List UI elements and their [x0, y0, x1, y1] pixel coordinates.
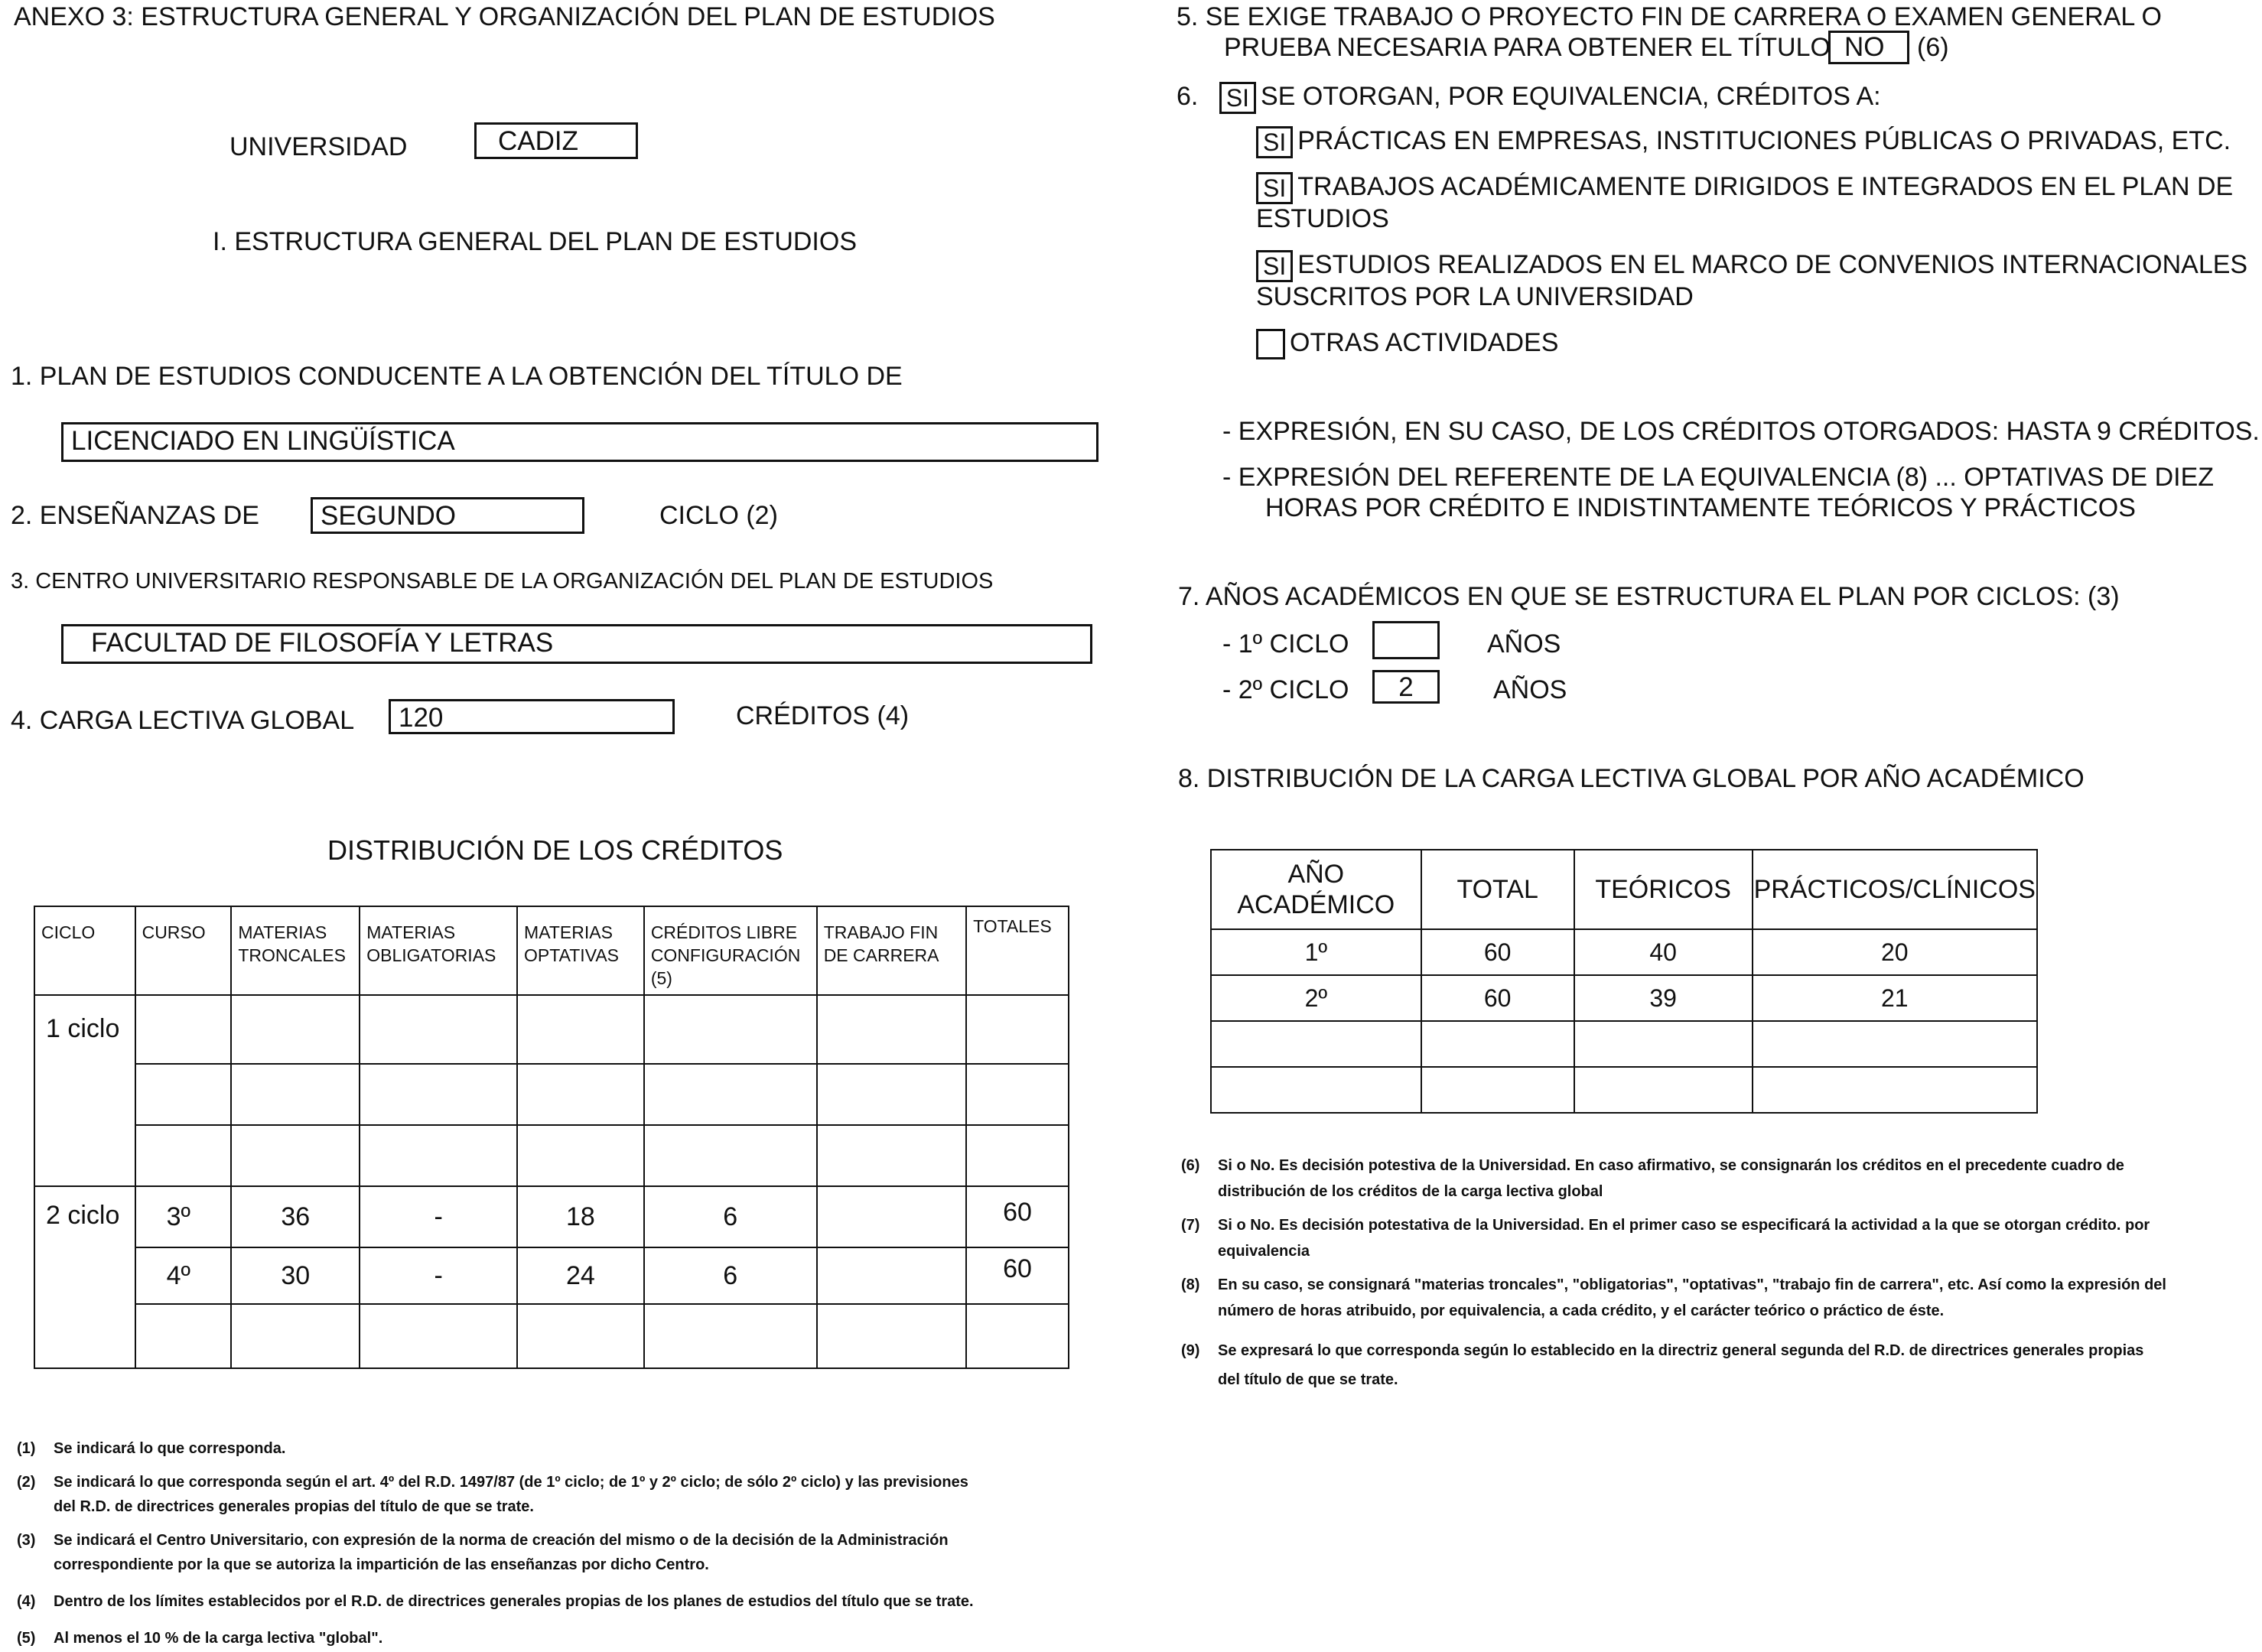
q2-field: SEGUNDO [311, 497, 584, 534]
q7-ciclo1-field [1372, 621, 1440, 659]
q2-label: 2. ENSEÑANZAS DE [11, 501, 259, 530]
q7-ciclo2-field: 2 [1372, 670, 1440, 704]
table-row [34, 1247, 1069, 1304]
cell: 18 [517, 1186, 644, 1247]
cell: 4º [135, 1247, 232, 1304]
table-row [34, 1186, 1069, 1247]
footnote-4: (4) Dentro de los límites establecidos por el R.D. de directrices generales propias de los planes de estudios del título que se trate. [17, 1593, 974, 1610]
q3-label: 3. CENTRO UNIVERSITARIO RESPONSABLE DE LA ORGANIZACIÓN DEL PLAN DE ESTUDIOS [11, 569, 994, 593]
cell: 24 [517, 1247, 644, 1304]
q5-field: NO [1828, 31, 1909, 64]
ciclo1-label: 1 ciclo [34, 995, 135, 1186]
q1-label: 1. PLAN DE ESTUDIOS CONDUCENTE A LA OBTENCIÓN DEL TÍTULO DE [11, 362, 903, 391]
col-trabajo-fin: TRABAJO FIN DE CARRERA [817, 906, 966, 995]
q6-item-practicas: SI PRÁCTICAS EN EMPRESAS, INSTITUCIONES PÚBLICAS O PRIVADAS, ETC. [1256, 125, 2231, 158]
cell: 3º [135, 1186, 232, 1247]
dist-title: DISTRIBUCIÓN DE LOS CRÉDITOS [327, 834, 783, 866]
q6-item-convenios: SI ESTUDIOS REALIZADOS EN EL MARCO DE CONVENIOS INTERNACIONALES [1256, 249, 2247, 282]
q7-ciclo2-label: - 2º CICLO [1222, 675, 1349, 704]
q6-row [1177, 81, 1881, 114]
q6-field: SI [1219, 82, 1256, 114]
col-practicos: PRÁCTICOS/CLÍNICOS [1753, 850, 2037, 929]
cell: - [360, 1247, 517, 1304]
q6-item-field [1256, 329, 1285, 359]
footnote-3: (3) Se indicará el Centro Universitario, con expresión de la norma de creación del mismo o de la decisión de la Administración correspondiente por la que se autoriza la impartición de las enseñanzas por dicho Centro. [17, 1532, 949, 1573]
q4-suffix: CRÉDITOS (4) [736, 701, 910, 730]
ciclo2-label: 2 ciclo [34, 1186, 135, 1368]
q1-title-field: LICENCIADO EN LINGÜÍSTICA [61, 422, 1098, 462]
universidad-field: CADIZ [474, 122, 638, 159]
cell: - [360, 1186, 517, 1247]
col-teoricos: TEÓRICOS [1574, 850, 1753, 929]
q7-ciclo2-anos: AÑOS [1493, 675, 1567, 704]
cell: 60 [1421, 929, 1574, 975]
q6-item-field: SI [1256, 250, 1293, 282]
q6-item-otras: OTRAS ACTIVIDADES [1256, 327, 1558, 359]
annex-title: ANEXO 3: ESTRUCTURA GENERAL Y ORGANIZACIÓN DEL PLAN DE ESTUDIOS [14, 2, 995, 31]
col-troncales: MATERIAS TRONCALES [231, 906, 360, 995]
q6-expresion-referente: - EXPRESIÓN DEL REFERENTE DE LA EQUIVALENCIA (8) ... OPTATIVAS DE DIEZ [1222, 463, 2215, 492]
footnote-7: (7) Si o No. Es decisión potestativa de la Universidad. En el primer caso se especificará la actividad a la que se otorgan crédito. por equivalencia [1181, 1217, 2150, 1260]
col-optativas: MATERIAS OPTATIVAS [517, 906, 644, 995]
cell: 6 [644, 1247, 817, 1304]
footnote-8: (8) En su caso, se consignará "materias troncales", "obligatorias", "optativas", "trabajo fin de carrera", etc. Así como la expresión del número de horas atribuido, por equivalencia, a cada crédito, y el carácter teórico o práctico de éste. [1181, 1276, 2166, 1319]
q8-label: 8. DISTRIBUCIÓN DE LA CARGA LECTIVA GLOBAL POR AÑO ACADÉMICO [1178, 764, 2085, 793]
footnote-9: (9) Se expresará lo que corresponda según lo establecido en la directriz general segunda del R.D. de directrices generales propias del título de que se trate. [1181, 1342, 2144, 1388]
cell: 1º [1211, 929, 1421, 975]
credit-distribution-table [34, 906, 1069, 1369]
q5-suffix: (6) [1917, 33, 1949, 62]
cell: 2º [1211, 975, 1421, 1021]
cell: 21 [1753, 975, 2037, 1021]
cell: 60 [1421, 975, 1574, 1021]
cell: 60 [966, 1186, 1069, 1247]
footnote-2: (2) Se indicará lo que corresponda según el art. 4º del R.D. 1497/87 (de 1º ciclo; de 1º y 2º ciclo; de sólo 2º ciclo) y las previsiones del R.D. de directrices generales propias del título de que se trate. [17, 1474, 968, 1515]
col-curso: CURSO [135, 906, 232, 995]
q7-ciclo1-anos: AÑOS [1487, 629, 1561, 659]
q6-text: SE OTORGAN, POR EQUIVALENCIA, CRÉDITOS A: [1261, 82, 1881, 111]
q6-expresion-creditos: - EXPRESIÓN, EN SU CASO, DE LOS CRÉDITOS OTORGADOS: HASTA 9 CRÉDITOS. [1222, 417, 2260, 446]
col-libre-configuracion: CRÉDITOS LIBRE CONFIGURACIÓN (5) [644, 906, 817, 995]
cell: 40 [1574, 929, 1753, 975]
q7-label: 7. AÑOS ACADÉMICOS EN QUE SE ESTRUCTURA EL PLAN POR CICLOS: (3) [1178, 582, 2120, 611]
cell: 30 [231, 1247, 360, 1304]
q4-field: 120 [389, 699, 675, 734]
cell: 60 [966, 1247, 1069, 1304]
q6-item-trabajos-cont: ESTUDIOS [1256, 204, 1389, 233]
q6-expresion-referente-cont: HORAS POR CRÉDITO E INDISTINTAMENTE TEÓRICOS Y PRÁCTICOS [1265, 493, 2136, 522]
cell: 36 [231, 1186, 360, 1247]
footnote-6: (6) Si o No. Es decisión potestiva de la Universidad. En caso afirmativo, se consignarán los créditos en el precedente cuadro de distribución de los créditos de la carga lectiva global [1181, 1157, 2124, 1200]
col-totales: TOTALES [966, 906, 1069, 995]
q2-suffix: CICLO (2) [659, 501, 778, 530]
q5-line2: PRUEBA NECESARIA PARA OBTENER EL TÍTULO [1224, 33, 1831, 62]
q6-item-trabajos: SI TRABAJOS ACADÉMICAMENTE DIRIGIDOS E INTEGRADOS EN EL PLAN DE [1256, 171, 2233, 204]
col-obligatorias: MATERIAS OBLIGATORIAS [360, 906, 517, 995]
q6-item-field: SI [1256, 172, 1293, 204]
table-row [1211, 975, 2037, 1021]
section-title: I. ESTRUCTURA GENERAL DEL PLAN DE ESTUDIOS [213, 227, 857, 256]
q4-label: 4. CARGA LECTIVA GLOBAL [11, 706, 355, 735]
q6-item-field: SI [1256, 126, 1293, 158]
universidad-label: UNIVERSIDAD [229, 132, 408, 161]
q6-item-convenios-cont: SUSCRITOS POR LA UNIVERSIDAD [1256, 282, 1694, 311]
cell: 39 [1574, 975, 1753, 1021]
carga-por-ano-table [1210, 849, 2038, 1114]
col-ciclo: CICLO [34, 906, 135, 995]
table-row [1211, 929, 2037, 975]
q5-line1: 5. SE EXIGE TRABAJO O PROYECTO FIN DE CARRERA O EXAMEN GENERAL O [1177, 2, 2162, 31]
footnote-1: (1) Se indicará lo que corresponda. [17, 1440, 286, 1457]
cell: 20 [1753, 929, 2037, 975]
q7-ciclo1-label: - 1º CICLO [1222, 629, 1349, 659]
cell [817, 1247, 966, 1304]
col-ano-academico: AÑO ACADÉMICO [1211, 850, 1421, 929]
col-total: TOTAL [1421, 850, 1574, 929]
footnote-5: (5) Al menos el 10 % de la carga lectiva "global". [17, 1630, 383, 1647]
q6-label: 6. [1177, 82, 1199, 111]
cell: 6 [644, 1186, 817, 1247]
q3-field: FACULTAD DE FILOSOFÍA Y LETRAS [61, 624, 1092, 664]
cell [817, 1186, 966, 1247]
